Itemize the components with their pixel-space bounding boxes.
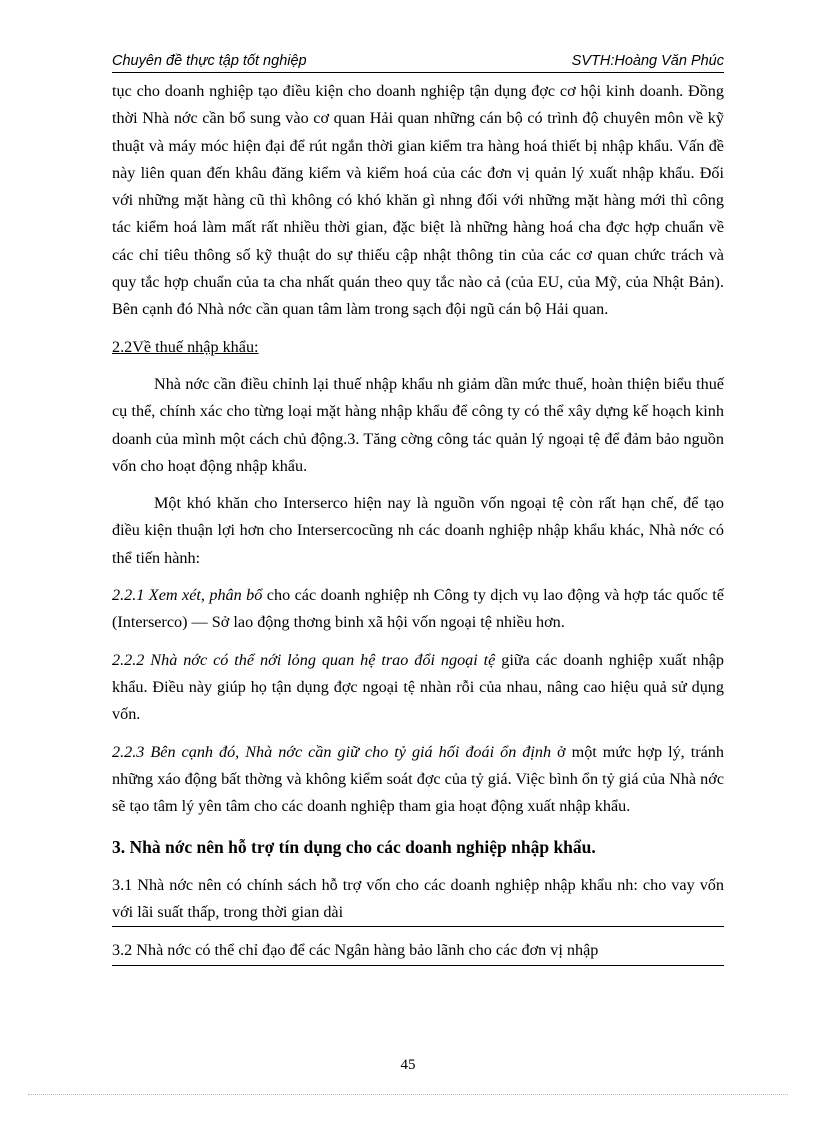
item-2-2-1-lead: 2.2.1 Xem xét, phân bổ <box>112 586 263 605</box>
paragraph-3-1: 3.1 Nhà nớc nên có chính sách hỗ trợ vốn cho các doanh nghiệp nhập khẩu nh: cho vay vốn với lãi suất thấp, trong thời gian dài <box>112 872 724 928</box>
page-number: 45 <box>400 1057 416 1073</box>
page-header <box>112 50 724 73</box>
section-heading-2-2: 2.2Về thuế nhập khẩu: <box>112 337 259 356</box>
item-2-2-2-text: giữa các doanh nghiệp xuất nhập khẩu. Điều này giúp họ tận dụng đợc ngoại tệ nhàn rỗi của nhau, nâng cao hiệu quả sử dụng vốn. <box>112 650 725 724</box>
item-2-2-1-text: cho các doanh nghiệp nh Công ty dịch vụ lao động và hợp tác quốc tế (Interserco) — Sở lao động thơng binh xã hội vốn ngoại tệ nhiều hơn. <box>112 586 724 632</box>
paragraph-customs: tục cho doanh nghiệp tạo điều kiện cho doanh nghiệp tận dụng đợc cơ hội kinh doanh. Đồng thời Nhà nớc cần bổ sung vào cơ quan Hải quan những cán bộ có trình độ chuyên môn về kỹ thuật và máy móc hiện đại để rút ngắn thời gian kiểm tra hàng hoá thiết bị nhập khẩu. Vấn đề này liên quan đến khâu đăng kiểm và kiểm hoá của các đơn vị quản lý xuất nhập khẩu. Đối với những mặt hàng cũ thì không có khó khăn gì nhng đối với những mặt hàng mới thì công tác kiểm hoá làm mất rất nhiều thời gian, đặc biệt là những hàng hoá cha đợc hợp chuẩn về các chỉ tiêu thông số kỹ thuật do sự thiếu cập nhật thông tin của các cơ quan chức trách và quy tắc hợp chuẩn của ta cha nhất quán theo quy tắc nào cả (của EU, của Mỹ, của Nhật Bản). Bên cạnh đó Nhà nớc cần quan tâm làm trong sạch đội ngũ cán bộ Hải quan. <box>112 82 724 319</box>
document-body <box>112 78 724 976</box>
paragraph-3-2: 3.2 Nhà nớc có thể chỉ đạo để các Ngân hàng bảo lãnh cho các đơn vị nhập <box>112 937 724 965</box>
item-2-2-3-lead: 2.2.3 Bên cạnh đó, Nhà nớc cần giữ cho tỷ giá hối đoái ổn định <box>112 742 552 761</box>
paragraph-2-2-1 <box>112 582 724 637</box>
header-author: SVTH:Hoàng Văn Phúc <box>571 53 724 69</box>
paragraph-2-2-2 <box>112 647 724 729</box>
header-title: Chuyên đề thực tập tốt nghiệp <box>112 53 307 69</box>
page-bottom-divider <box>28 1094 788 1095</box>
item-2-2-2-lead: 2.2.2 Nhà nớc có thể nới lỏng quan hệ trao đổi ngoại tệ <box>112 650 496 669</box>
paragraph-foreign-currency: Một khó khăn cho Interserco hiện nay là nguồn vốn ngoại tệ còn rất hạn chế, để tạo điều kiện thuận lợi hơn cho Intersercocũng nh các doanh nghiệp nhập khẩu khác, Nhà nớc có thể tiến hành: <box>112 494 724 567</box>
section-heading-3: 3. Nhà nớc nên hỗ trợ tín dụng cho các doanh nghiệp nhập khẩu. <box>112 837 596 858</box>
paragraph-import-tax: Nhà nớc cần điều chỉnh lại thuế nhập khẩu nh giảm dần mức thuế, hoàn thiện biểu thuế cụ thể, chính xác cho từng loại mặt hàng nhập khẩu để công ty có thể xây dựng kế hoạch kinh doanh của mình một cách chủ động.3. Tăng cờng công tác quản lý ngoại tệ để đảm bảo nguồn vốn cho hoạt động nhập khẩu. <box>112 374 724 475</box>
paragraph-2-2-3 <box>112 739 724 821</box>
item-2-2-3-text: ở một mức hợp lý, tránh những xáo động bất thờng và không kiểm soát đợc của tỷ giá. Việc bình ổn tỷ giá của Nhà nớc sẽ tạo tâm lý yên tâm cho các doanh nghiệp tham gia hoạt động xuất nhập khẩu. <box>112 742 724 816</box>
